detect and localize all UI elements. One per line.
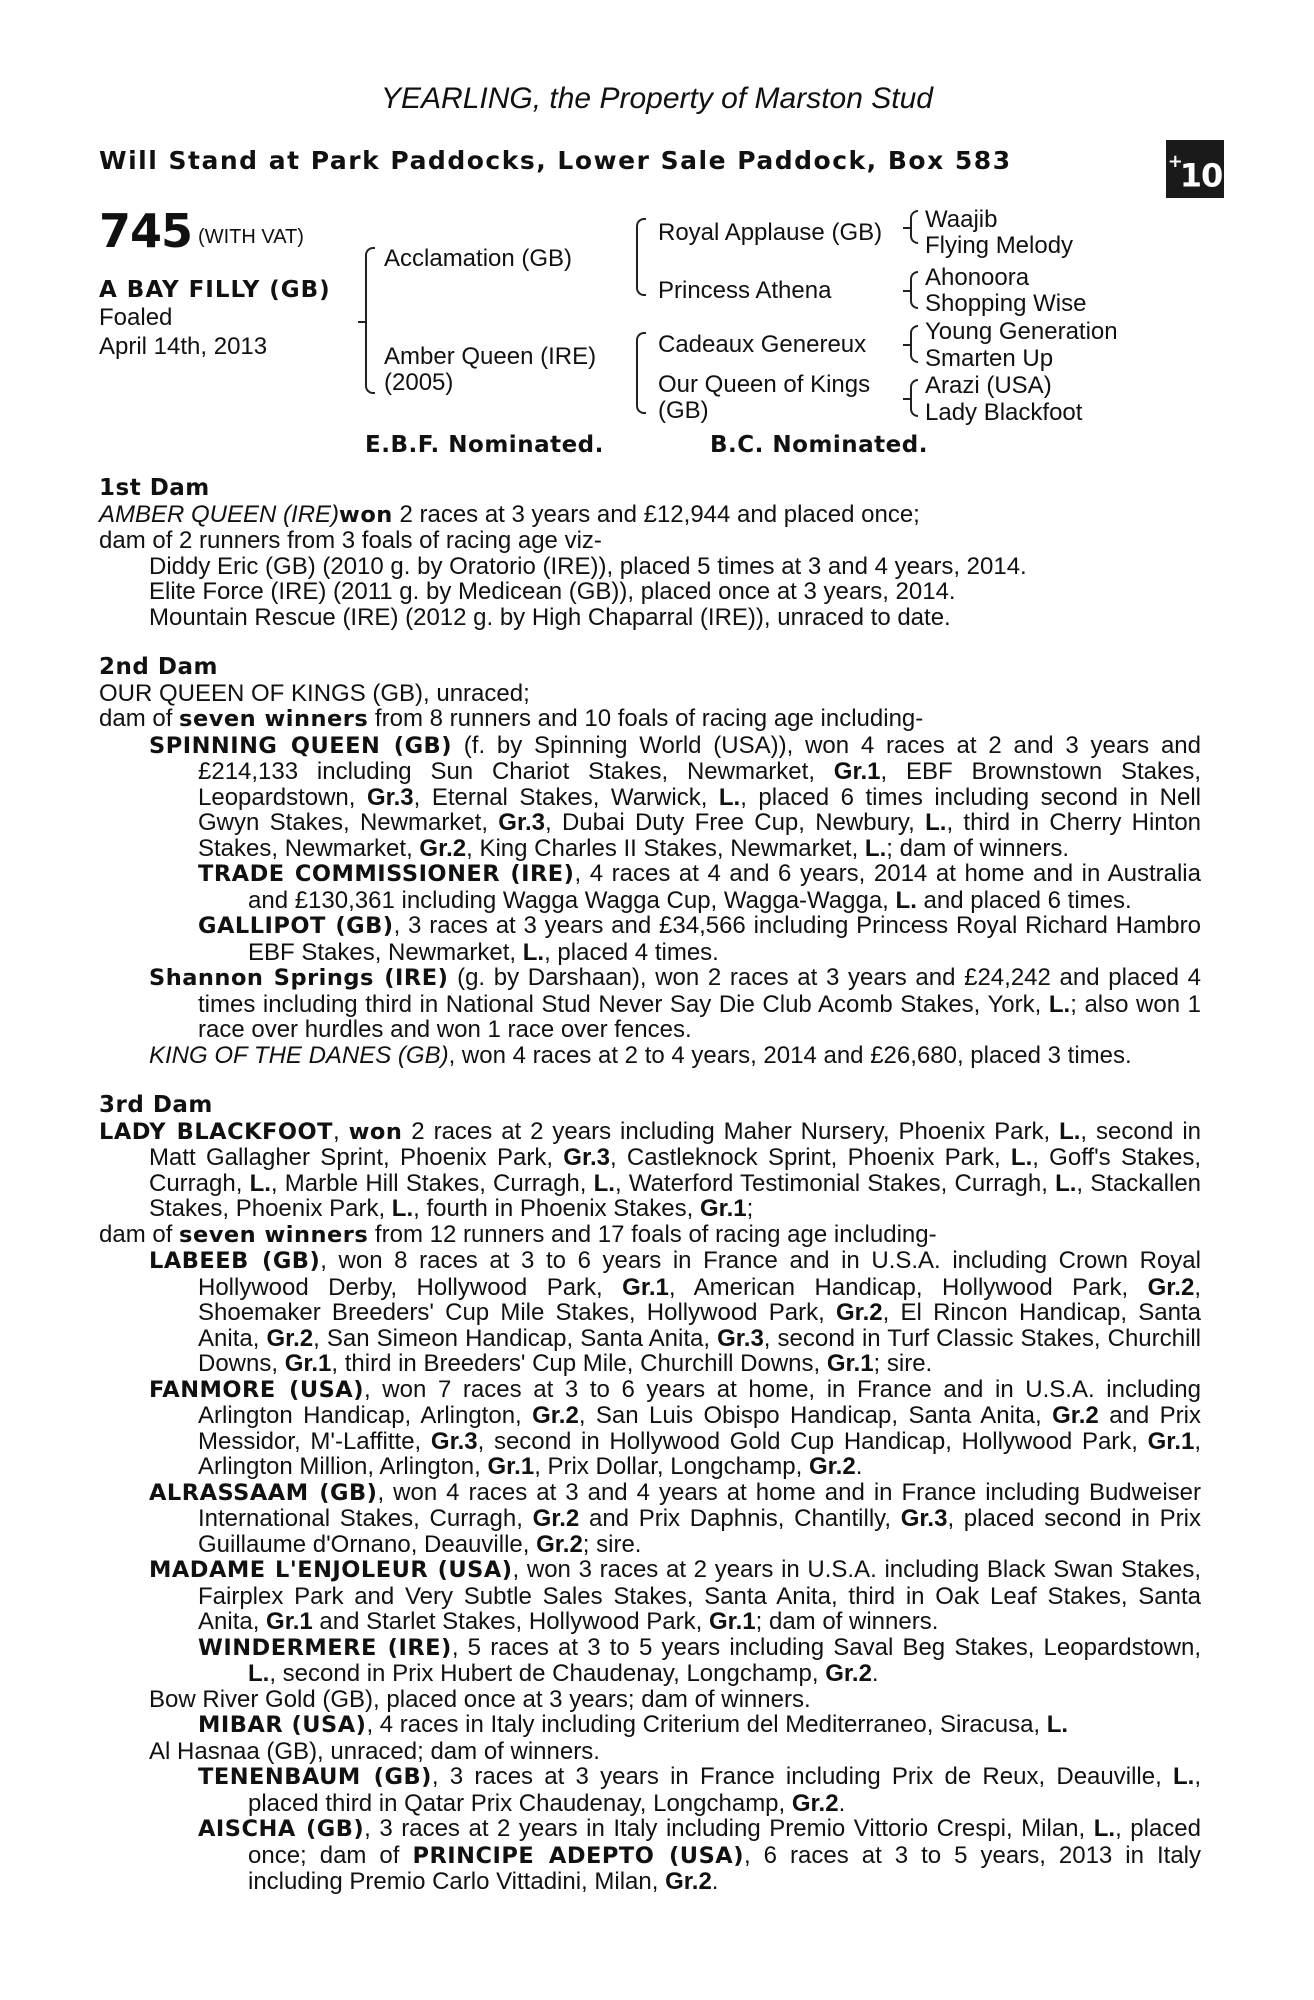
progeny-entry: TRADE COMMISSIONER (IRE), 4 races at 4 and 6 years, 2014 at home and in Australia and £130,361 including Wagga Wagga Cup, Wagga-Wagga, L. and placed 6 times.	[198, 860, 1201, 914]
ancestor-5: Young Generation	[925, 318, 1118, 345]
pedigree-brace	[636, 332, 646, 414]
progeny-entry: Shannon Springs (IRE) (g. by Darshaan), won 2 races at 3 years and £24,242 and placed 4 times including third in National Stud Never Say Die Club Acomb Stakes, York, L.; also won 1 race over hurdles and won 1 race over fences.	[149, 964, 1202, 1043]
pedigree-brace	[910, 210, 918, 244]
foaled-date: April 14th, 2013	[99, 333, 268, 360]
bc-nominated: B.C. Nominated.	[710, 432, 928, 458]
progeny-entry: FANMORE (USA), won 7 races at 3 to 6 years at home, in France and in U.S.A. including Arlington Handicap, Arlington, Gr.2, San Luis Obispo Handicap, Santa Anita, Gr.2 and Prix Messidor, M'-Laffitte, Gr.3, second in Hollywood Gold Cup Handicap, Hollywood Park, Gr.1, Arlington Million, Arlington, Gr.1, Prix Dollar, Longchamp, Gr.2.	[149, 1375, 1202, 1480]
sire-sire: Royal Applause (GB)	[658, 219, 883, 246]
ancestor-3: Ahonoora	[925, 264, 1030, 291]
pedigree-brace	[910, 379, 918, 417]
stand-location: Will Stand at Park Paddocks, Lower Sale Paddock, Box 583	[99, 146, 1012, 175]
first-dam-intro: AMBER QUEEN (IRE)won 2 races at 3 years and £12,944 and placed once;	[99, 500, 920, 528]
progeny-entry: WINDERMERE (IRE), 5 races at 3 to 5 years including Saval Beg Stakes, Leopardstown, L., second in Prix Hubert de Chaudenay, Longchamp, Gr.2.	[198, 1633, 1201, 1687]
ebf-nominated: E.B.F. Nominated.	[365, 432, 604, 458]
progeny-entry: SPINNING QUEEN (GB) (f. by Spinning World (USA)), won 4 races at 2 and 3 years and £214,133 including Sun Chariot Stakes, Newmarket, Gr.1, EBF Brownstown Stakes, Leopardstown, Gr.3, Eternal Stakes, Warwick, L., placed 6 times including second in Nell Gwyn Stakes, Newmarket, Gr.3, Dubai Duty Free Cup, Newbury, L., third in Cherry Hinton Stakes, Newmarket, Gr.2, King Charles II Stakes, Newmarket, L.; dam of winners.	[149, 731, 1202, 862]
second-dam-heading: 2nd Dam	[99, 654, 218, 680]
ancestor-4: Shopping Wise	[925, 290, 1087, 317]
dam: Amber Queen (IRE)	[384, 343, 597, 370]
badge-plus: +	[1167, 151, 1182, 172]
progeny-entry: Bow River Gold (GB), placed once at 3 years; dam of winners.	[149, 1685, 811, 1713]
dam-dam-country: (GB)	[658, 397, 709, 424]
horse-name: A BAY FILLY (GB)	[99, 277, 331, 303]
pedigree-brace	[636, 218, 646, 296]
lot-number-block	[99, 204, 304, 258]
sire-dam: Princess Athena	[658, 277, 832, 304]
lot-number: 745	[99, 204, 193, 258]
first-dam-produce: dam of 2 runners from 3 foals of racing age viz-	[99, 527, 602, 554]
page-title: YEARLING, the Property of Marston Stud	[381, 82, 933, 115]
sire: Acclamation (GB)	[384, 245, 573, 272]
dam-sire: Cadeaux Genereux	[658, 331, 867, 358]
progeny-entry: MADAME L'ENJOLEUR (USA), won 3 races at 2 years in U.S.A. including Black Swan Stakes, Fairplex Park and Very Subtle Sales Stakes, Santa Anita, third in Oak Leaf Stakes, Santa Anita, Gr.1 and Starlet Stakes, Hollywood Park, Gr.1; dam of winners.	[149, 1556, 1201, 1635]
third-dam-produce: dam of seven winners from 12 runners and 17 foals of racing age including-	[99, 1220, 937, 1248]
lot-badge	[1166, 140, 1224, 198]
runner-row: Mountain Rescue (IRE) (2012 g. by High Chaparral (IRE)), unraced to date.	[149, 603, 951, 631]
progeny-entry: ALRASSAAM (GB), won 4 races at 3 and 4 years at home and in France including Budweiser International Stakes, Curragh, Gr.2 and Prix Daphnis, Chantilly, Gr.3, placed second in Prix Guillaume d'Ornano, Deauville, Gr.2; sire.	[149, 1478, 1202, 1558]
second-dam-produce: dam of seven winners from 8 runners and 10 foals of racing age including-	[99, 705, 924, 732]
progeny-entry: GALLIPOT (GB), 3 races at 3 years and £34,566 including Princess Royal Richard Hambro EBF Stakes, Newmarket, L., placed 4 times.	[198, 912, 1201, 966]
ancestor-7: Arazi (USA)	[925, 372, 1052, 399]
pedigree-brace	[365, 247, 375, 394]
ancestor-8: Lady Blackfoot	[925, 399, 1083, 426]
dam-dam: Our Queen of Kings	[658, 371, 871, 398]
pedigree-brace	[910, 325, 918, 363]
pedigree-notes	[99, 476, 1201, 1895]
ancestor-6: Smarten Up	[925, 345, 1054, 372]
progeny-entry: TENENBAUM (GB), 3 races at 3 years in France including Prix de Reux, Deauville, L., placed third in Qatar Prix Chaudenay, Longchamp, Gr.2.	[198, 1763, 1201, 1817]
foaled-label: Foaled	[99, 304, 173, 331]
runner-row: Diddy Eric (GB) (2010 g. by Oratorio (IRE)), placed 5 times at 3 and 4 years, 2014.	[149, 552, 1027, 580]
dam-year: (2005)	[384, 369, 454, 396]
ancestor-2: Flying Melody	[925, 232, 1074, 259]
vat-note: (WITH VAT)	[198, 226, 304, 248]
progeny-entry: KING OF THE DANES (GB), won 4 races at 2 to 4 years, 2014 and £26,680, placed 3 times.	[149, 1041, 1132, 1069]
ancestor-1: Waajib	[925, 206, 998, 233]
badge-number: 10	[1179, 156, 1223, 195]
progeny-entry: AISCHA (GB), 3 races at 2 years in Italy including Premio Vittorio Crespi, Milan, L., placed once; dam of PRINCIPE ADEPTO (USA), 6 races at 3 to 5 years, 2013 in Italy including Premio Carlo Vittadini, Milan, Gr.2.	[198, 1815, 1202, 1895]
progeny-entry: MIBAR (USA), 4 races in Italy including Criterium del Mediterraneo, Siracusa, L.	[198, 1711, 1069, 1738]
third-dam-intro: LADY BLACKFOOT, won 2 races at 2 years including Maher Nursery, Phoenix Park, L., second in Matt Gallagher Sprint, Phoenix Park, Gr.3, Castleknock Sprint, Phoenix Park, L., Goff's Stakes, Curragh, L., Marble Hill Stakes, Curragh, L., Waterford Testimonial Stakes, Curragh, L., Stackallen Stakes, Phoenix Park, L., fourth in Phoenix Stakes, Gr.1;	[99, 1117, 1202, 1222]
third-dam-heading: 3rd Dam	[99, 1092, 213, 1118]
first-dam-heading: 1st Dam	[99, 475, 210, 501]
runner-row: Elite Force (IRE) (2011 g. by Medicean (GB)), placed once at 3 years, 2014.	[149, 578, 956, 605]
progeny-entry: Al Hasnaa (GB), unraced; dam of winners.	[149, 1737, 600, 1765]
pedigree-brace	[910, 271, 918, 309]
progeny-entry: LABEEB (GB), won 8 races at 3 to 6 years in France and in U.S.A. including Crown Royal Hollywood Derby, Hollywood Park, Gr.1, American Handicap, Hollywood Park, Gr.2, Shoemaker Breeders' Cup Mile Stakes, Hollywood Park, Gr.2, El Rincon Handicap, Santa Anita, Gr.2, San Simeon Handicap, Santa Anita, Gr.3, second in Turf Classic Stakes, Churchill Downs, Gr.1, third in Breeders' Cup Mile, Churchill Downs, Gr.1; sire.	[149, 1247, 1201, 1377]
second-dam-intro: OUR QUEEN OF KINGS (GB), unraced;	[99, 679, 530, 707]
